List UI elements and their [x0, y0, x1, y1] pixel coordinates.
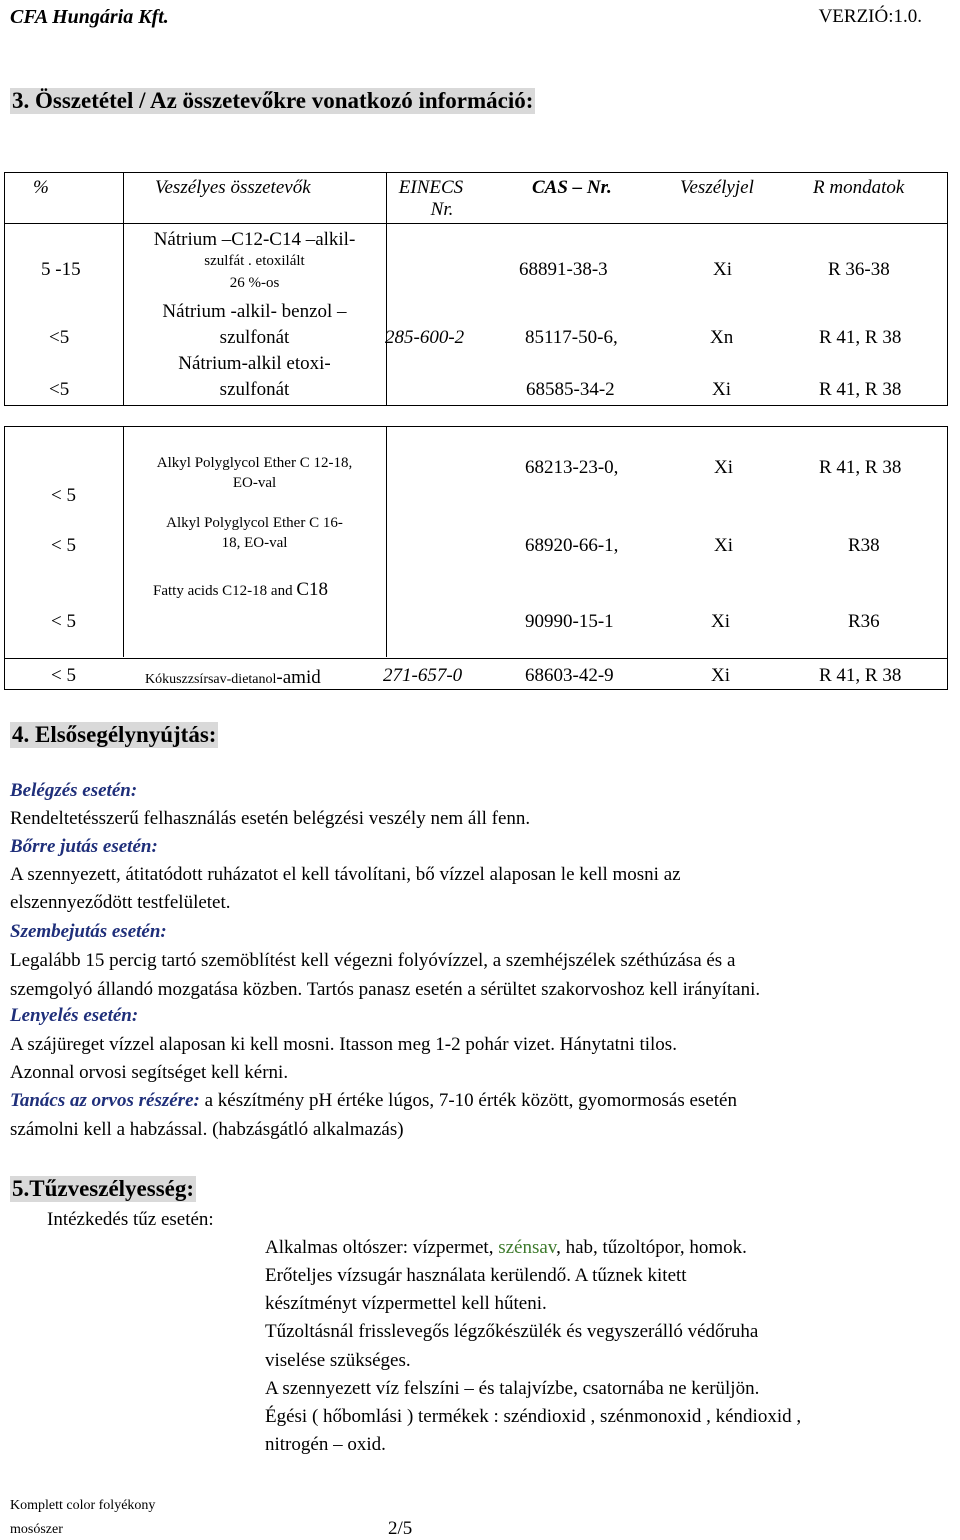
- col-header-r: R mondatok: [813, 177, 905, 198]
- row6-percent: < 5: [51, 611, 76, 632]
- fire-line-5: viselése szükséges.: [265, 1350, 411, 1371]
- inhalation-heading: Belégzés esetén:: [10, 780, 138, 801]
- company-name: CFA Hungária Kft.: [10, 6, 169, 28]
- row4-name-line1: Alkyl Polyglycol Ether C 12-18,: [156, 455, 353, 471]
- doctor-advice-line-2: számolni kell a habzással. (habzásgátló alkalmazás): [10, 1119, 404, 1140]
- row3-percent: <5: [49, 379, 70, 400]
- col-header-percent: %: [33, 177, 49, 198]
- row4-name-line2: EO-val: [232, 475, 277, 491]
- section-4-title: 4. Elsősegélynyújtás:: [12, 722, 217, 747]
- row3-name-line2: szulfonát: [219, 379, 290, 400]
- inhalation-text: Rendeltetésszerű felhasználás esetén belégzési veszély nem áll fenn.: [10, 808, 531, 829]
- row1-symbol: Xi: [713, 259, 732, 280]
- row4-percent: < 5: [51, 485, 76, 506]
- footer-product-line-1: Komplett color folyékony: [10, 1498, 156, 1513]
- row6-symbol: Xi: [711, 611, 730, 632]
- row3-name-line1: Nátrium-alkil etoxi-: [178, 353, 331, 374]
- version-label: VERZIÓ:1.0.: [818, 6, 922, 27]
- col-header-symbol: Veszélyjel: [680, 177, 754, 198]
- doctor-advice-line-1: Tanács az orvos részére: a készítmény pH értéke lúgos, 7-10 érték között, gyomormosás esetén: [10, 1090, 737, 1111]
- row5-cas: 68920-66-1,: [525, 535, 619, 556]
- fire-line-1: Alkalmas oltószer: vízpermet, szénsav, hab, tűzoltópor, homok.: [265, 1237, 747, 1258]
- row7-cas: 68603-42-9: [525, 665, 614, 686]
- row2-symbol: Xn: [710, 327, 734, 348]
- swallow-heading: Lenyelés esetén:: [10, 1005, 139, 1026]
- row2-percent: <5: [49, 327, 70, 348]
- eye-text-2: szemgolyó állandó mozgatása közben. Tartós panasz esetén a sérültet szakorvoshoz kell irányítani.: [10, 979, 761, 1000]
- row7-symbol: Xi: [711, 665, 730, 686]
- row5-name-line2: 18, EO-val: [221, 535, 288, 551]
- footer-page-number: 2/5: [388, 1518, 413, 1539]
- fire-line-6: A szennyezett víz felszíni – és talajvízbe, csatornába ne kerüljön.: [265, 1378, 760, 1399]
- row1-name-line1: Nátrium –C12-C14 –alkil-: [153, 229, 356, 250]
- row7-einecs: 271-657-0: [383, 665, 463, 686]
- row2-r: R 41, R 38: [819, 327, 902, 348]
- row6-cas: 90990-15-1: [525, 611, 614, 632]
- fire-line-2: Erőteljes vízsugár használata kerülendő. A tűznek kitett: [265, 1265, 687, 1286]
- row4-cas: 68213-23-0,: [525, 457, 619, 478]
- composition-table-1: [4, 172, 948, 406]
- col-header-cas: CAS – Nr.: [532, 177, 612, 198]
- section-3-title: 3. Összetétel / Az összetevőkre vonatkozó információ:: [12, 88, 534, 113]
- row5-r: R38: [848, 535, 880, 556]
- row5-symbol: Xi: [714, 535, 733, 556]
- swallow-text-2: Azonnal orvosi segítséget kell kérni.: [10, 1062, 289, 1083]
- footer-product-line-2: mosószer: [10, 1522, 63, 1537]
- composition-table-2: [4, 426, 948, 690]
- skin-heading: Bőrre jutás esetén:: [10, 836, 158, 857]
- col-header-components: Veszélyes összetevők: [155, 177, 311, 198]
- row7-percent: < 5: [51, 665, 76, 686]
- fire-measures-label: Intézkedés tűz esetén:: [47, 1209, 214, 1230]
- section-5-title: 5.Tűzveszélyesség:: [12, 1176, 195, 1201]
- row2-name-line2: szulfonát: [219, 327, 290, 348]
- eye-text-1: Legalább 15 percig tartó szemöblítést kell végezni folyóvízzel, a szemhéjszélek széthúzása és a: [10, 950, 736, 971]
- fire-line-7: Égési ( hőbomlási ) termékek : széndioxid , szénmonoxid , kéndioxid ,: [265, 1406, 802, 1427]
- row1-name-line3: 26 %-os: [229, 275, 280, 291]
- col-header-einecs: EINECS: [398, 177, 464, 198]
- row7-name: Kókuszzsírsav-dietanol-amid: [145, 667, 321, 688]
- row5-name-line1: Alkyl Polyglycol Ether C 16-: [166, 515, 343, 531]
- skin-text-2: elszennyeződött testfelületet.: [10, 892, 231, 913]
- row1-cas: 68891-38-3: [519, 259, 608, 280]
- swallow-text-1: A szájüreget vízzel alaposan ki kell mosni. Itasson meg 1-2 pohár vizet. Hánytatni tilos.: [10, 1034, 677, 1055]
- row1-name-line2: szulfát . etoxilált: [204, 253, 305, 269]
- doctor-heading: Tanács az orvos részére:: [10, 1090, 200, 1111]
- row5-percent: < 5: [51, 535, 76, 556]
- row7-r: R 41, R 38: [819, 665, 902, 686]
- row3-cas: 68585-34-2: [526, 379, 615, 400]
- fire-line-3: készítményt vízpermettel kell hűteni.: [265, 1293, 547, 1314]
- row6-r: R36: [848, 611, 880, 632]
- skin-text-1: A szennyezett, átitatódott ruházatot el kell távolítani, bő vízzel alaposan le kell mosni az: [10, 864, 681, 885]
- col-header-einecs-nr: Nr.: [430, 199, 454, 220]
- row3-r: R 41, R 38: [819, 379, 902, 400]
- row2-name-line1: Nátrium -alkil- benzol –: [162, 301, 347, 322]
- eye-heading: Szembejutás esetén:: [10, 921, 167, 942]
- fire-line-8: nitrogén – oxid.: [265, 1434, 386, 1455]
- row2-einecs: 285-600-2: [385, 327, 465, 348]
- row1-r: R 36-38: [828, 259, 890, 280]
- row4-symbol: Xi: [714, 457, 733, 478]
- row6-name: Fatty acids C12-18 and C18: [153, 579, 329, 600]
- row3-symbol: Xi: [712, 379, 731, 400]
- row4-r: R 41, R 38: [819, 457, 902, 478]
- row1-percent: 5 -15: [41, 259, 81, 280]
- row2-cas: 85117-50-6,: [525, 327, 618, 348]
- fire-line-4: Tűzoltásnál frisslevegős légzőkészülék és vegyszerálló védőruha: [265, 1321, 759, 1342]
